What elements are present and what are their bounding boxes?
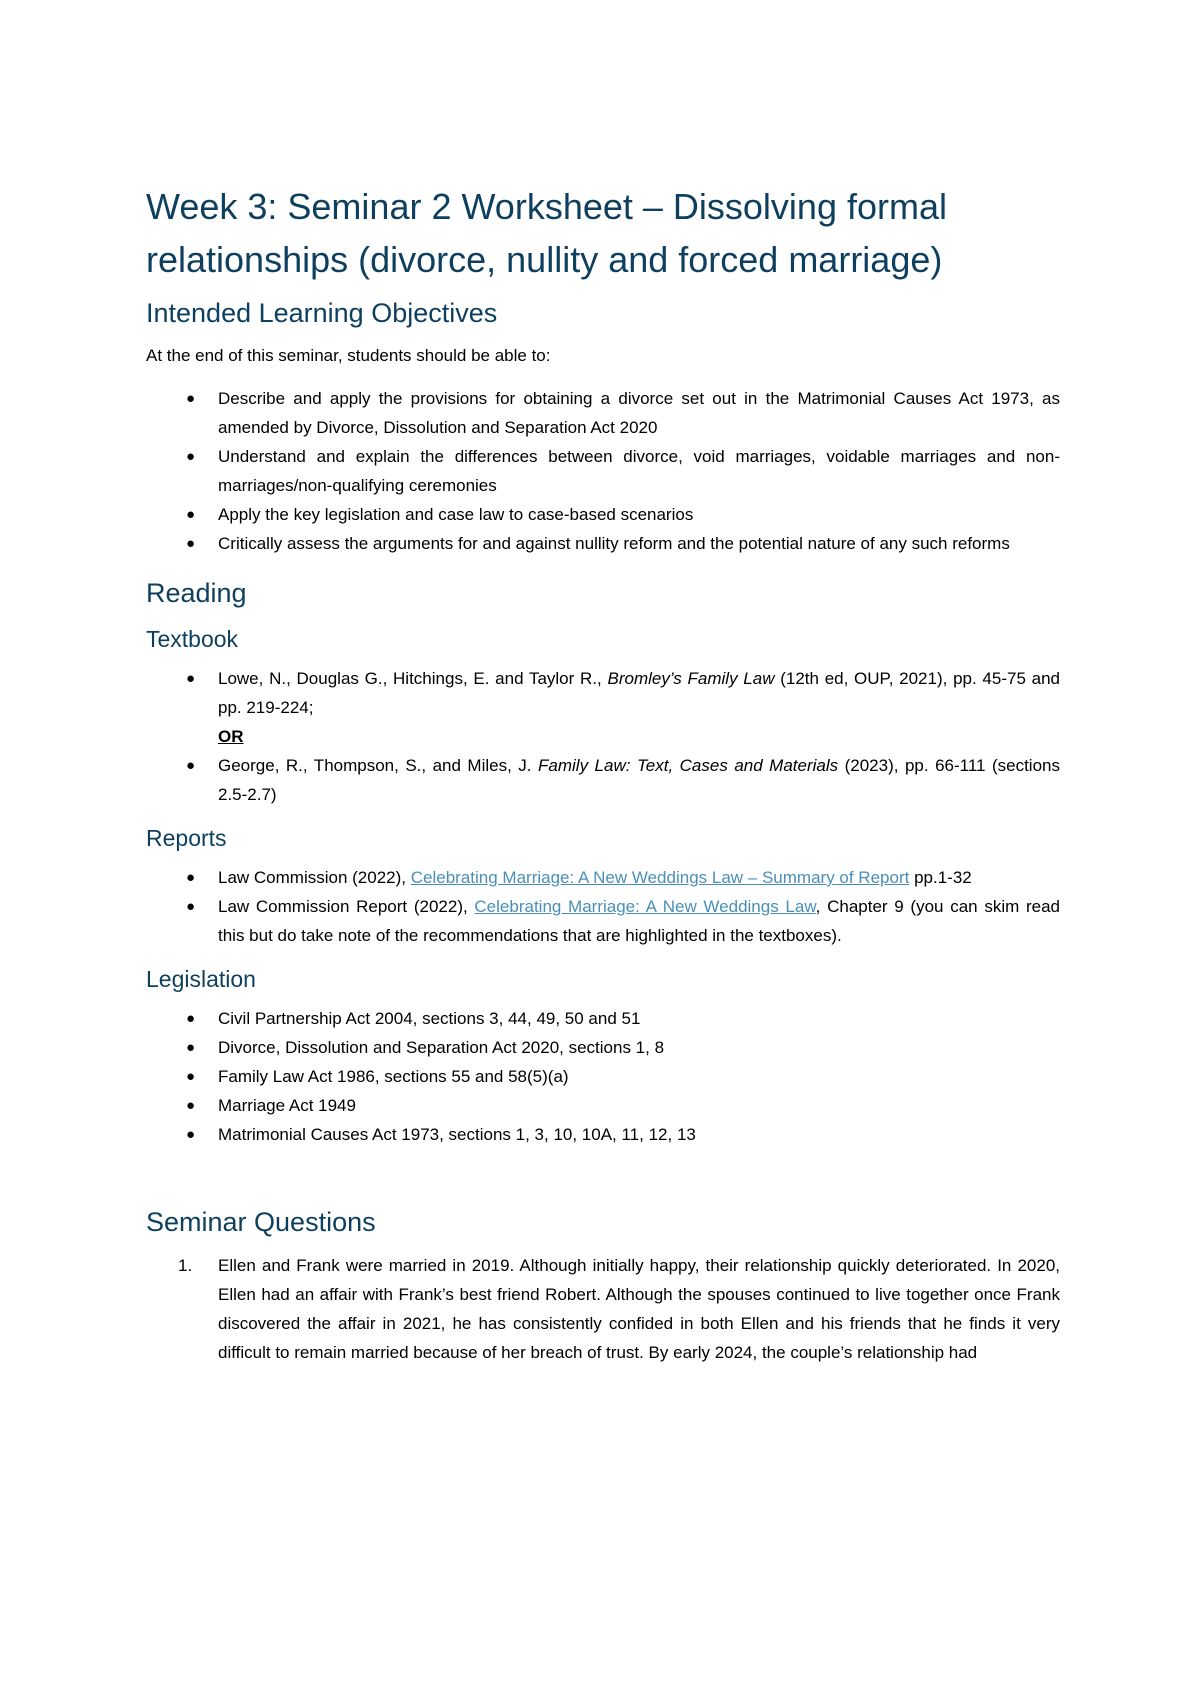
list-item: ● Apply the key legislation and case law to case-based scenarios [146, 500, 1060, 529]
bullet-icon: ● [186, 448, 196, 465]
textbook-heading: Textbook [146, 626, 239, 652]
bullet-icon: ● [186, 506, 196, 523]
question-text: Ellen and Frank were married in 2019. Although initially happy, their relationship quickly deteriorated. In 2020, Ellen had an affair with Frank’s best friend Robert. Although the spouses continued to live together once Frank discovered the affair in 2021, he has consistently confided in both Ellen and his friends that he finds it very difficult to remain married because of her breach of trust. By early 2024, the couple’s relationship had [218, 1256, 1060, 1362]
bullet-icon: ● [186, 1039, 196, 1056]
question-item [146, 1251, 1060, 1367]
report-full-link[interactable]: Celebrating Marriage: A New Weddings Law [474, 897, 816, 916]
seminar-questions-heading: Seminar Questions [146, 1207, 376, 1237]
bullet-icon: ● [186, 1010, 196, 1027]
list-item: ● Lowe, N., Douglas G., Hitchings, E. and Taylor R., Bromley’s Family Law (12th ed, OUP, 2021), pp. 45-75 and pp. 219-224; OR [146, 664, 1060, 751]
bullet-icon: ● [186, 757, 196, 774]
bullet-icon: ● [186, 1126, 196, 1143]
reports-heading: Reports [146, 825, 227, 851]
objectives-list [146, 384, 1060, 558]
seminar-questions-list [146, 1251, 1060, 1367]
list-item: ● Law Commission (2022), Celebrating Marriage: A New Weddings Law – Summary of Report pp.1-32 [146, 863, 1060, 892]
legislation-heading: Legislation [146, 966, 256, 992]
list-item: ● Matrimonial Causes Act 1973, sections 1, 3, 10, 10A, 11, 12, 13 [146, 1120, 1060, 1149]
list-item: ● Civil Partnership Act 2004, sections 3, 44, 49, 50 and 51 [146, 1004, 1060, 1033]
textbook-list [146, 664, 1060, 809]
bullet-icon: ● [186, 869, 196, 886]
bullet-icon: ● [186, 1097, 196, 1114]
list-item: ● Divorce, Dissolution and Separation Act 2020, sections 1, 8 [146, 1033, 1060, 1062]
book-title: Bromley’s Family Law [607, 669, 775, 688]
list-item: ● George, R., Thompson, S., and Miles, J. Family Law: Text, Cases and Materials (2023), pp. 66-111 (sections 2.5-2.7) [146, 751, 1060, 809]
reports-list [146, 863, 1060, 950]
bullet-icon: ● [186, 1068, 196, 1085]
objectives-heading: Intended Learning Objectives [146, 298, 498, 328]
bullet-icon: ● [186, 390, 196, 407]
report-summary-link[interactable]: Celebrating Marriage: A New Weddings Law – Summary of Report [410, 868, 910, 887]
bullet-icon: ● [186, 535, 196, 552]
bullet-icon: ● [186, 670, 196, 687]
list-item: ● Understand and explain the differences between divorce, void marriages, voidable marriages and non-marriages/non-qualifying ceremonies [146, 442, 1060, 500]
document-page [146, 180, 1060, 1367]
reading-heading: Reading [146, 578, 247, 608]
objectives-intro: At the end of this seminar, students should be able to: [146, 346, 551, 365]
bullet-icon: ● [186, 898, 196, 915]
book-title: Family Law: Text, Cases and Materials [538, 756, 839, 775]
list-item: ● Critically assess the arguments for and against nullity reform and the potential nature of any such reforms [146, 529, 1060, 558]
legislation-list [146, 1004, 1060, 1149]
question-number: 1. [178, 1256, 193, 1275]
or-label: OR [218, 727, 244, 746]
list-item: ● Marriage Act 1949 [146, 1091, 1060, 1120]
list-item: ● Family Law Act 1986, sections 55 and 58(5)(a) [146, 1062, 1060, 1091]
list-item: ● Describe and apply the provisions for obtaining a divorce set out in the Matrimonial Causes Act 1973, as amended by Divorce, Dissolution and Separation Act 2020 [146, 384, 1060, 442]
list-item: ● Law Commission Report (2022), Celebrating Marriage: A New Weddings Law, Chapter 9 (you can skim read this but do take note of the recommendations that are highlighted in the textboxes). [146, 892, 1060, 950]
page-title: Week 3: Seminar 2 Worksheet – Dissolving formal relationships (divorce, nullity and forced marriage) [146, 186, 947, 280]
